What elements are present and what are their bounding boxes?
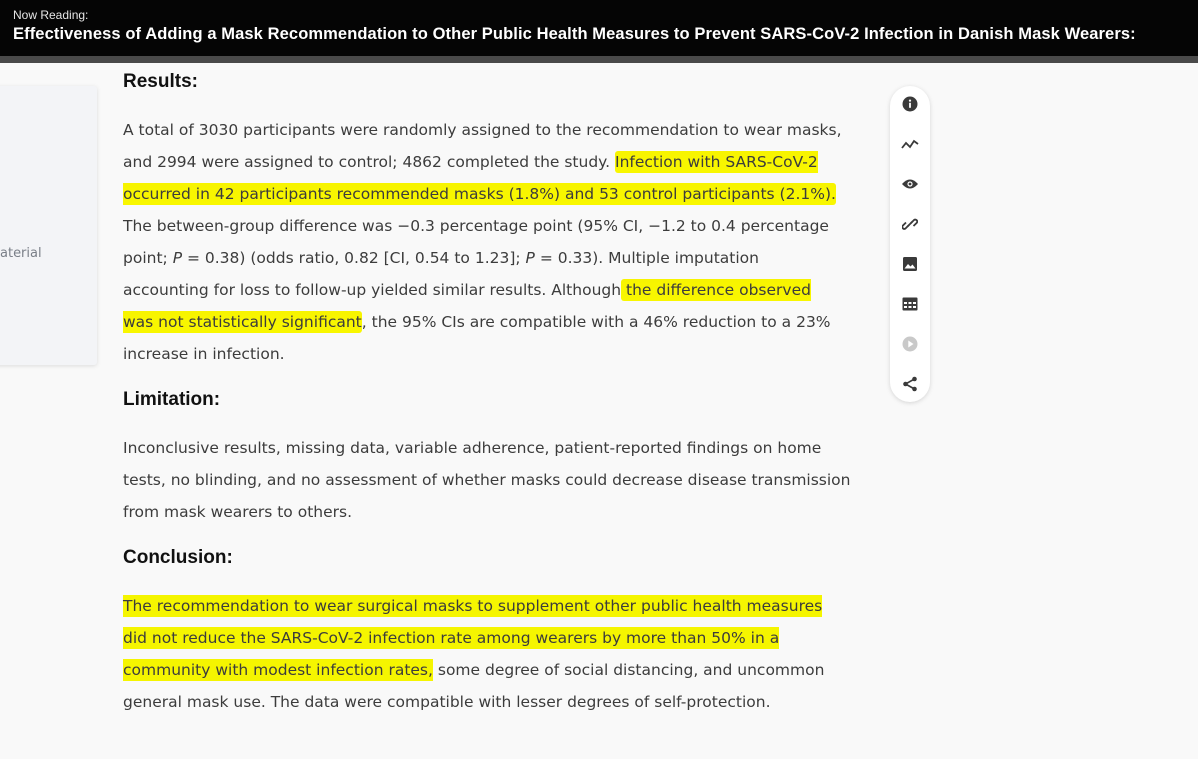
results-text-4: = 0.33). Multiple imputation accounting for loss to follow-up yielded similar results. Although <box>123 249 759 299</box>
results-highlight-2: the difference observed was not statistically significant <box>123 281 811 331</box>
topbar-divider <box>0 56 1198 63</box>
conclusion-paragraph <box>123 590 828 718</box>
link-icon[interactable] <box>900 214 920 234</box>
conclusion-highlight: The recommendation to wear surgical masks to supplement other public health measures did not reduce the SARS-CoV-2 infection rate among wearers by more than 50% in a community with modest infection rates, <box>123 597 823 679</box>
results-text-2: The between-group difference was −0.3 percentage point (95% CI, −1.2 to 0.4 percentage point; <box>123 217 829 267</box>
article-title[interactable]: Effectiveness of Adding a Mask Recommendation to Other Public Health Measures to Prevent SARS-CoV-2 Infection in Danish Mask Wearers: <box>13 25 1136 43</box>
trend-icon[interactable] <box>900 134 920 154</box>
results-text-1: A total of 3030 participants were randomly assigned to the recommendation to wear masks, and 2994 were assigned to control; 4862 completed the study. <box>123 121 842 171</box>
play-icon[interactable] <box>900 334 920 354</box>
eye-icon[interactable] <box>900 174 920 194</box>
limitation-heading: Limitation: <box>123 389 221 410</box>
info-icon[interactable] <box>900 94 920 114</box>
article-tools-rail <box>890 86 930 402</box>
results-paragraph <box>123 114 843 370</box>
results-heading: Results: <box>123 71 198 92</box>
limitation-paragraph: Inconclusive results, missing data, variable adherence, patient-reported findings on home tests, no blinding, and no assessment of whether masks could decrease disease transmission from mask wearers to others. <box>123 439 851 521</box>
left-side-panel[interactable] <box>0 86 97 365</box>
table-icon[interactable] <box>900 294 920 314</box>
results-text-3: = 0.38) (odds ratio, 0.82 [CI, 0.54 to 1.23]; <box>182 249 526 267</box>
conclusion-heading: Conclusion: <box>123 547 233 568</box>
results-text-5: , the 95% CIs are compatible with a 46% reduction to a 23% increase in infection. <box>123 313 831 363</box>
image-icon[interactable] <box>900 254 920 274</box>
p-value-label: P <box>525 249 535 267</box>
results-highlight-1: Infection with SARS-CoV-2 occurred in 42 participants recommended masks (1.8%) and 53 control participants (2.1%). <box>123 153 836 203</box>
now-reading-bar <box>0 0 1198 56</box>
now-reading-label: Now Reading: <box>13 8 89 22</box>
p-value-label: P <box>172 249 183 267</box>
side-panel-text[interactable]: aterial <box>0 246 42 261</box>
conclusion-text: some degree of social distancing, and uncommon general mask use. The data were compatible with lesser degrees of self-protection. <box>123 661 825 711</box>
share-icon[interactable] <box>900 374 920 394</box>
